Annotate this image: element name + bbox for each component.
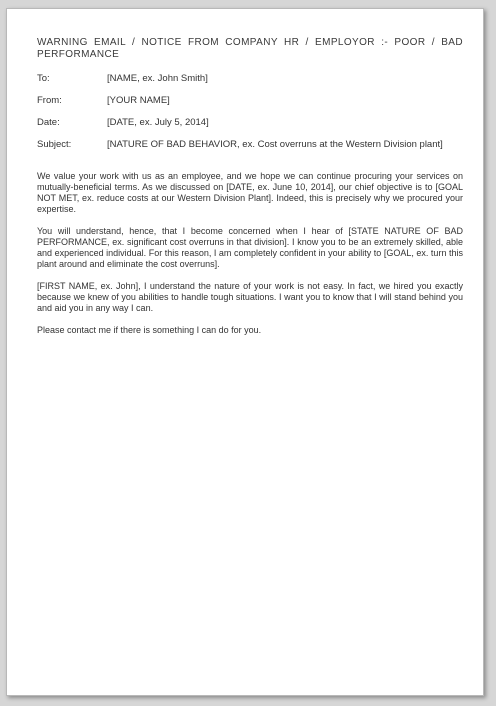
date-label: Date: [37,117,60,128]
date-field [37,117,463,139]
paragraph-closing: Please contact me if there is something I can do for you. [37,325,262,335]
from-label: From: [37,95,62,106]
subject-field [37,139,463,161]
letter-content [37,37,463,347]
from-field [37,95,463,117]
date-value: [DATE, ex. July 5, 2014] [107,117,209,128]
letter-body [37,171,463,336]
document-title: WARNING EMAIL / NOTICE FROM COMPANY HR / EMPLOYOR :- POOR / BAD PERFORMANCE [37,37,463,60]
header-fields [37,73,463,161]
paragraph-support: [FIRST NAME, ex. John], I understand the nature of your work is not easy. In fact, we hired you exactly because we knew of you abilities to handle tough situations. I want you to know that I will stand behind you and aid you in any way I can. [37,281,463,313]
to-value: [NAME, ex. John Smith] [107,73,208,84]
to-field [37,73,463,95]
document-page [6,8,484,696]
subject-value: [NATURE OF BAD BEHAVIOR, ex. Cost overruns at the Western Division plant] [107,139,443,150]
paragraph-intro: We value your work with us as an employee, and we hope we can continue procuring your services on mutually-beneficial terms. As we discussed on [DATE, ex. June 10, 2014], our chief objective is to [GOAL NOT MET, ex. reduce costs at our Western Division Plant]. Indeed, this is precisely why we procured your expertise. [37,171,463,214]
from-value: [YOUR NAME] [107,95,170,106]
paragraph-concern: You will understand, hence, that I become concerned when I hear of [STATE NATURE OF BAD PERFORMANCE, ex. significant cost overruns in that division]. I know you to be an extremely skilled, able and experienced individual. For this reason, I am completely confident in your ability to [GOAL, ex. turn this plant around and eliminate the cost overruns]. [37,226,463,269]
subject-label: Subject: [37,139,72,150]
to-label: To: [37,73,50,84]
